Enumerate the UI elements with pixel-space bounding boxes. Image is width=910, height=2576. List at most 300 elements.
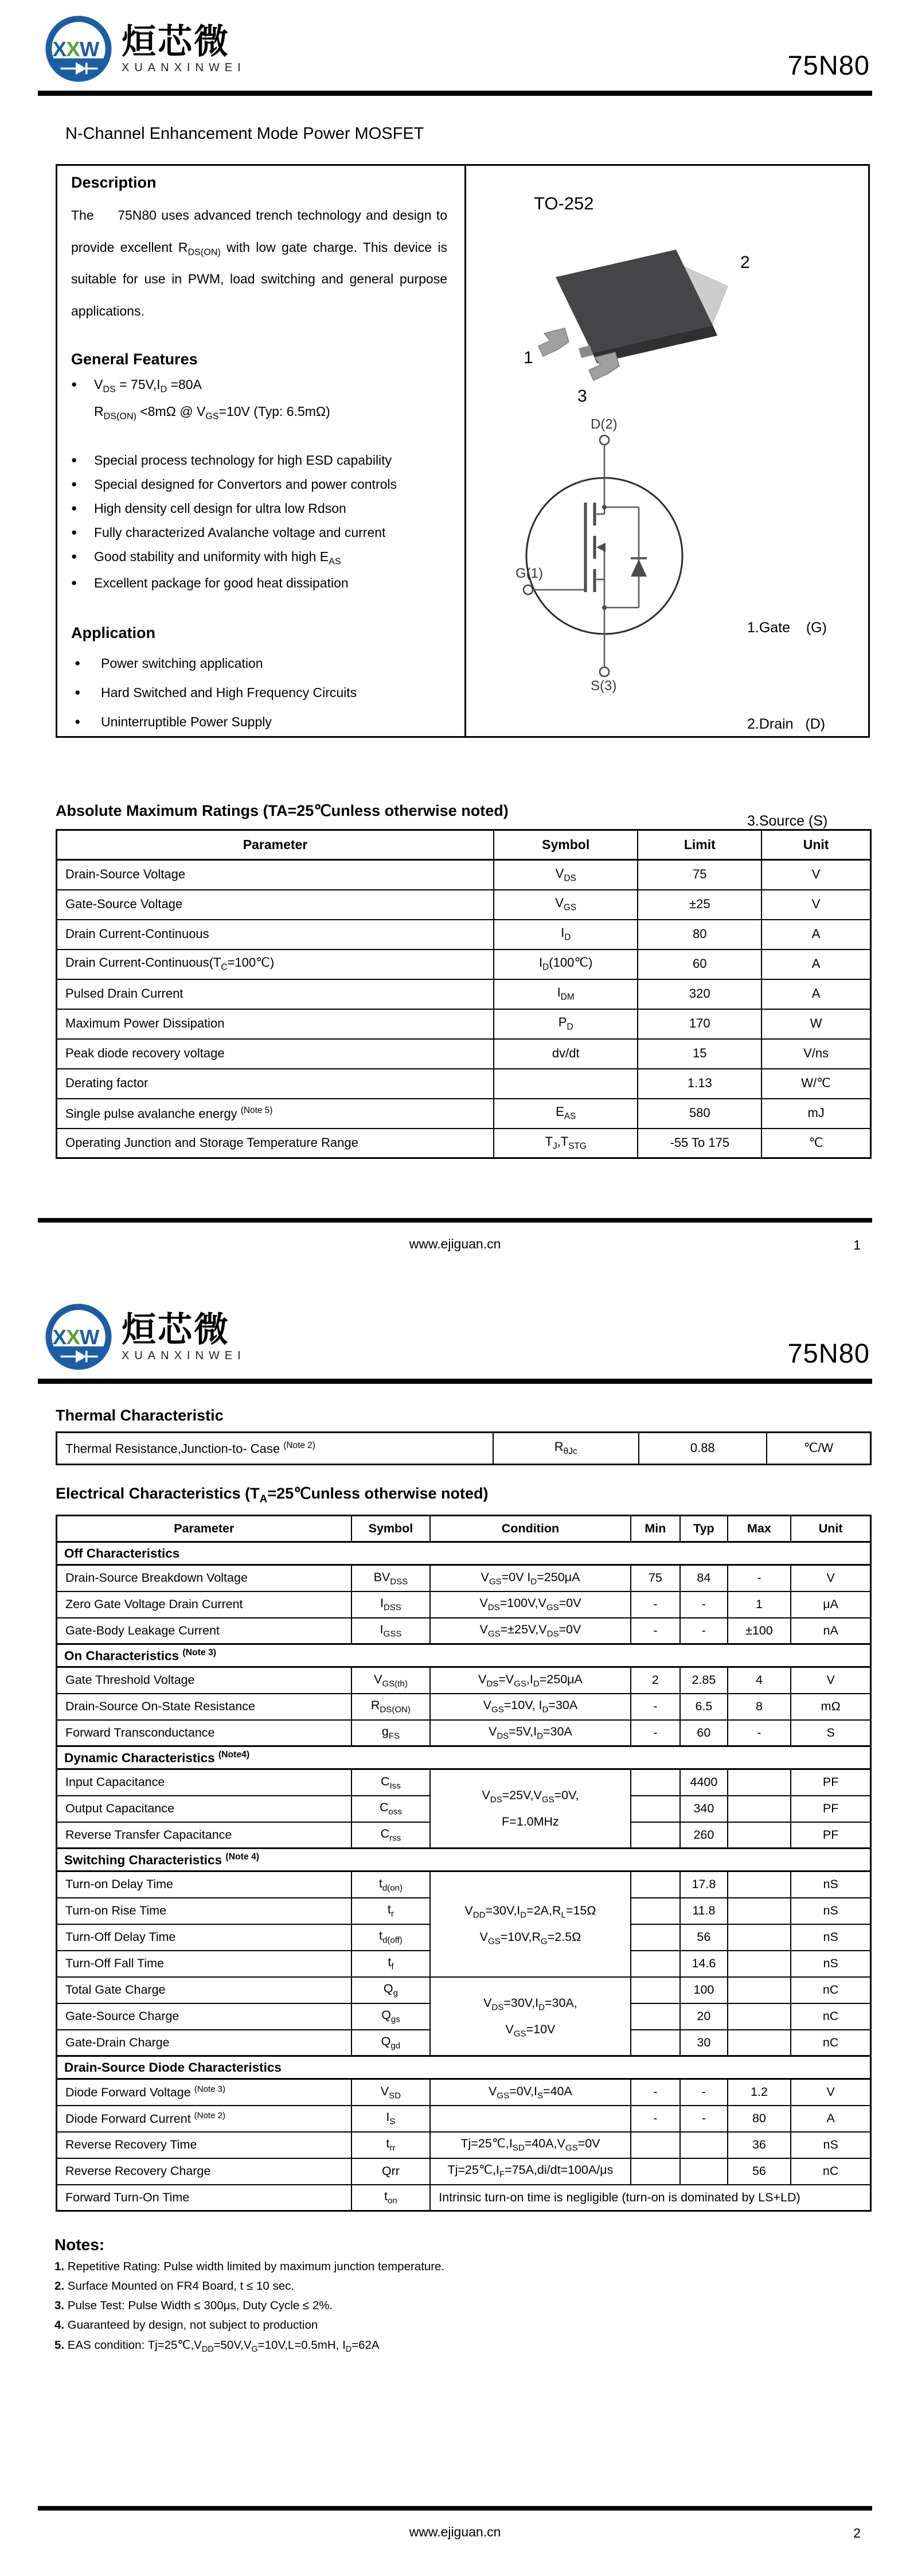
param-cell: Reverse Recovery Charge [57, 2158, 351, 2185]
application-heading: Application [71, 624, 155, 642]
symbol-cell: $E_{AS}$ [494, 1099, 638, 1129]
overview-left-pane [57, 166, 466, 736]
application-item [71, 714, 447, 730]
condition-cell: $V_{DS}=30V,I_D=30A$, $V_{GS}=10V$ [430, 1977, 630, 2056]
bullet-icon: ● [71, 577, 77, 589]
symbol-cell: $BV_{DSS}$ [351, 1565, 431, 1591]
brand-text [122, 24, 246, 75]
symbol-cell: $Q_g$ [351, 1977, 431, 2003]
part-number: 75N80 [787, 50, 870, 80]
param-cell: Input Capacitance [57, 1769, 351, 1796]
symbol-label-gate: G(1) [515, 566, 543, 581]
condition-cell: $Tj=25℃,I_F=75A,di/dt=100A/\mu s$ [430, 2158, 630, 2185]
min-cell: 75 [631, 1565, 681, 1591]
feature-text: Special designed for Convertors and power controls [94, 476, 397, 492]
column-header: Symbol [351, 1516, 431, 1542]
unit-cell: V/ns [761, 1039, 870, 1069]
typ-cell: 11.8 [680, 1898, 727, 1924]
section-row [57, 1542, 871, 1565]
brand-name-cn: 烜芯微 [122, 22, 230, 61]
symbol-cell: $R_{\theta Jc}$ [493, 1433, 639, 1465]
bullet-icon: ● [75, 657, 81, 669]
param-cell: Gate-Source Voltage [57, 890, 494, 920]
symbol-cell: $t_{on}$ [351, 2185, 431, 2211]
symbol-cell: $t_{d(off)}$ [351, 1924, 431, 1951]
typ-cell: 4400 [680, 1769, 727, 1796]
unit-cell: V [791, 2079, 870, 2106]
limit-cell: 80 [638, 920, 761, 950]
min-cell [631, 2158, 681, 2185]
limit-cell: 580 [638, 1099, 761, 1129]
param-cell: Forward Transconductance [57, 1720, 351, 1746]
pin-legend-item: 1.Gate (G) [747, 619, 827, 636]
unit-cell: W [761, 1009, 870, 1039]
feature-text: $R_{DS(ON)} <8m\Omega$ @ $V_{GS}=10V$ (Typ: 6.5mΩ) [94, 404, 330, 422]
features-heading: General Features [71, 350, 198, 368]
section-row [57, 1849, 871, 1871]
unit-cell: μA [791, 1591, 870, 1618]
unit-cell: mJ [761, 1099, 870, 1129]
min-cell [631, 1796, 681, 1822]
description-text: The 75N80 uses advanced trench technology and design to provide excellent $R_{DS(ON)}$ with low gate charge. This device is suitable for use in PWM, load switching and general purpose applications. [71, 208, 447, 318]
table-row [57, 1591, 871, 1618]
bullet-icon: ● [71, 526, 77, 538]
unit-cell: nC [791, 2003, 870, 2030]
feature-item [71, 549, 447, 567]
footer-rule [38, 1218, 872, 1223]
pin-legend [747, 547, 827, 902]
param-cell: Reverse Recovery Time [57, 2132, 351, 2158]
application-text: Hard Switched and High Frequency Circuits [101, 685, 357, 701]
table-row [57, 2132, 871, 2158]
section-title: On Characteristics $^{(Note 3)}$ [57, 1644, 871, 1667]
symbol-cell: Qrr [351, 2158, 431, 2185]
column-header: Condition [430, 1516, 630, 1542]
unit-cell: nC [791, 2158, 870, 2185]
svg-text:W: W [79, 37, 100, 61]
column-header: Min [631, 1516, 681, 1542]
max-cell: 56 [728, 2158, 791, 2185]
table-row [57, 2158, 871, 2185]
typ-cell: - [680, 2106, 727, 2132]
param-cell: Peak diode recovery voltage [57, 1039, 494, 1069]
unit-cell: A [761, 950, 870, 979]
param-cell: Turn-Off Fall Time [57, 1951, 351, 1977]
param-cell: Thermal Resistance,Junction-to- Case $^{(Note 2)}$ [57, 1433, 493, 1465]
unit-cell: A [761, 920, 870, 950]
limit-cell: 320 [638, 979, 761, 1009]
min-cell [631, 1924, 681, 1951]
note-item: 3. Pulse Test: Pulse Width ≤ 300μs, Duty Cycle ≤ 2%. [54, 2299, 333, 2313]
section-title: Drain-Source Diode Characteristics [57, 2056, 871, 2079]
symbol-cell: $Q_{gs}$ [351, 2003, 431, 2030]
table-row [57, 1769, 871, 1796]
unit-cell: PF [791, 1796, 870, 1822]
feature-item [71, 525, 447, 540]
typ-cell: 2.85 [680, 1667, 727, 1694]
brand-logo [45, 15, 246, 83]
condition-cell: $V_{DD}=30V,I_D=2A,R_L=15\Omega$ $V_{GS}=10V,R_G=2.5\Omega$ [430, 1871, 630, 1977]
application-list [71, 656, 447, 730]
unit-cell: nS [791, 1871, 870, 1898]
max-cell [728, 1898, 791, 1924]
mosfet-symbol [515, 418, 693, 694]
package-name: TO-252 [534, 193, 594, 213]
symbol-cell: $C_{rss}$ [351, 1822, 431, 1849]
unit-cell: S [791, 1720, 870, 1746]
param-cell: Reverse Transfer Capacitance [57, 1822, 351, 1849]
min-cell: - [631, 1618, 681, 1644]
header-rule [38, 1379, 872, 1384]
param-cell: Drain Current-Continuous [57, 920, 494, 950]
min-cell [631, 1822, 681, 1849]
min-cell [631, 1977, 681, 2003]
condition-cell: $V_{GS}=10V$, $I_D=30A$ [430, 1694, 630, 1720]
symbol-cell: $I_D(100℃)$ [494, 950, 638, 979]
notes-heading: Notes: [54, 2236, 105, 2254]
typ-cell: 60 [680, 1720, 727, 1746]
symbol-cell: $Q_{gd}$ [351, 2030, 431, 2056]
typ-cell: 260 [680, 1822, 727, 1849]
max-cell [728, 1924, 791, 1951]
part-number: 75N80 [787, 1338, 870, 1368]
section-title: Dynamic Characteristics $^{(Note4)}$ [57, 1746, 871, 1769]
brand-text [122, 1312, 246, 1363]
overview-right-pane [466, 166, 868, 829]
page-number: 1 [853, 1238, 861, 1252]
abs-max-heading: Absolute Maximum Ratings (TA=25℃unless otherwise noted) [56, 802, 509, 819]
footer-rule [38, 2506, 872, 2511]
condition-cell [430, 2106, 630, 2132]
unit-cell: W/℃ [761, 1069, 870, 1099]
symbol-cell: $V_{GS}$ [494, 890, 638, 920]
symbol-cell: $t_{rr}$ [351, 2132, 431, 2158]
feature-text: Good stability and uniformity with high $E_{AS}$ [94, 548, 341, 567]
symbol-cell: $T_J,T_{STG}$ [494, 1129, 638, 1158]
max-cell [728, 1951, 791, 1977]
description-heading: Description [71, 174, 157, 191]
brand-logo-icon [45, 15, 112, 83]
unit-cell: PF [791, 1822, 870, 1849]
column-header: Limit [638, 830, 761, 860]
feature-text: $V_{DS} = 75V,I_D =80A$ [94, 376, 202, 395]
typ-cell: 340 [680, 1796, 727, 1822]
condition-cell: $V_{DS}=100V,V_{GS}=0V$ [430, 1591, 630, 1618]
application-text: Power switching application [101, 656, 263, 671]
unit-cell: nA [791, 1618, 870, 1644]
param-cell: Single pulse avalanche energy $^{(Note 5)}$ [57, 1099, 494, 1129]
section-row [57, 1644, 871, 1667]
doc-title: N-Channel Enhancement Mode Power MOSFET [65, 124, 424, 143]
max-cell [728, 2030, 791, 2056]
max-cell: 4 [728, 1667, 791, 1694]
typ-cell [680, 2132, 727, 2158]
brand-name-en: XUANXINWEI [122, 61, 246, 74]
unit-cell: nC [791, 1977, 870, 2003]
table-row [57, 1694, 871, 1720]
feature-item [71, 501, 447, 516]
typ-cell: 14.6 [680, 1951, 727, 1977]
table-row [57, 1618, 871, 1644]
unit-cell: nS [791, 1898, 870, 1924]
symbol-cell: $I_{DM}$ [494, 979, 638, 1009]
symbol-cell: $t_{d(on)}$ [351, 1871, 431, 1898]
limit-cell: 170 [638, 1009, 761, 1039]
symbol-cell: $g_{FS}$ [351, 1720, 431, 1746]
feature-item [71, 453, 447, 468]
brand-name-cn: 烜芯微 [122, 1310, 230, 1349]
max-cell: - [728, 1720, 791, 1746]
feature-text: Excellent package for good heat dissipation [94, 575, 349, 591]
typ-cell: - [680, 1618, 727, 1644]
bullet-icon: ● [75, 687, 81, 698]
max-cell: 1.2 [728, 2079, 791, 2106]
limit-cell: 75 [638, 860, 761, 890]
footer-url: www.ejiguan.cn [409, 1236, 501, 1251]
table-row [57, 1099, 871, 1129]
typ-cell: 30 [680, 2030, 727, 2056]
symbol-cell: $t_r$ [351, 1898, 431, 1924]
pin-label-3: 3 [577, 387, 587, 406]
param-cell: Drain-Source Voltage [57, 860, 494, 890]
bullet-icon: ● [75, 716, 81, 727]
table-row [57, 2079, 871, 2106]
param-cell: Turn-on Delay Time [57, 1871, 351, 1898]
param-cell: Gate-Body Leakage Current [57, 1618, 351, 1644]
feature-text: High density cell design for ultra low Rdson [94, 500, 346, 516]
min-cell [631, 1898, 681, 1924]
column-header: Symbol [494, 830, 638, 860]
unit-cell: nS [791, 1951, 870, 1977]
unit-cell: V [791, 1565, 870, 1591]
bullet-icon: ● [71, 502, 77, 513]
limit-cell: ±25 [638, 890, 761, 920]
unit-cell: nC [791, 2030, 870, 2056]
brand-logo [45, 1303, 246, 1371]
note-item: 4. Guaranteed by design, not subject to production [54, 2318, 318, 2332]
column-header: Unit [791, 1516, 870, 1542]
table-row [57, 1039, 871, 1069]
brand-logo-icon [45, 1303, 112, 1371]
condition-cell: $V_{GS}=0V,I_S=40A$ [430, 2079, 630, 2106]
min-cell: 2 [631, 1667, 681, 1694]
spacer [71, 422, 447, 444]
symbol-cell: $I_S$ [351, 2106, 431, 2132]
note-item: 1. Repetitive Rating: Pulse width limited by maximum junction temperature. [54, 2260, 445, 2274]
table-row [57, 1667, 871, 1694]
page-header [0, 0, 910, 83]
param-cell: Diode Forward Voltage $^{(Note 3)}$ [57, 2079, 351, 2106]
feature-text: Fully characterized Avalanche voltage and current [94, 524, 386, 540]
typ-cell: - [680, 1591, 727, 1618]
pin-label-1: 1 [524, 348, 533, 367]
feature-text: Special process technology for high ESD capability [94, 452, 392, 468]
symbol-cell: $I_D$ [494, 920, 638, 950]
min-cell [631, 2030, 681, 2056]
min-cell: - [631, 2106, 681, 2132]
param-cell: Gate Threshold Voltage [57, 1667, 351, 1694]
note-cell: Intrinsic turn-on time is negligible (turn-on is dominated by LS+LD) [430, 2185, 870, 2211]
ec-heading: Electrical Characteristics ($T_A=25℃unless$ otherwise noted) [56, 1485, 489, 1505]
symbol-cell: $C_{Iss}$ [351, 1769, 431, 1796]
typ-cell: 100 [680, 1977, 727, 2003]
limit-cell: 15 [638, 1039, 761, 1069]
param-cell: Pulsed Drain Current [57, 979, 494, 1009]
param-cell: Total Gate Charge [57, 1977, 351, 2003]
max-cell [728, 1796, 791, 1822]
feature-item [71, 477, 447, 492]
param-cell: Gate-Drain Charge [57, 2030, 351, 2056]
table-row [57, 920, 871, 950]
typ-cell [680, 2158, 727, 2185]
svg-text:X: X [66, 37, 80, 61]
table-row [57, 2185, 871, 2211]
table-row [57, 1069, 871, 1099]
max-cell [728, 1769, 791, 1796]
table-row [57, 1977, 871, 2003]
thermal-heading: Thermal Characteristic [56, 1407, 224, 1424]
param-cell: Derating factor [57, 1069, 494, 1099]
page-header [0, 1288, 910, 1371]
typ-cell: - [680, 2079, 727, 2106]
application-item [71, 685, 447, 701]
max-cell: ±100 [728, 1618, 791, 1644]
param-cell: Turn-Off Delay Time [57, 1924, 351, 1951]
bullet-icon: ● [71, 378, 77, 390]
page-number: 2 [853, 2526, 861, 2540]
condition-cell: $Tj=25℃,I_{SD}=40A,V_{GS}=0V$ [430, 2132, 630, 2158]
table-row [57, 950, 871, 979]
typ-cell: 56 [680, 1924, 727, 1951]
application-item [71, 656, 447, 671]
table-row [57, 1433, 871, 1465]
max-cell: 8 [728, 1694, 791, 1720]
column-header: Typ [680, 1516, 727, 1542]
pin-legend-item: 2.Drain (D) [747, 716, 826, 733]
unit-cell: ℃/W [767, 1433, 871, 1465]
min-cell [631, 1769, 681, 1796]
typ-cell: 20 [680, 2003, 727, 2030]
symbol-cell: $V_{SD}$ [351, 2079, 431, 2106]
typ-cell: 17.8 [680, 1871, 727, 1898]
max-cell [728, 1977, 791, 2003]
unit-cell: V [761, 890, 870, 920]
limit-cell: -55 To 175 [638, 1129, 761, 1158]
min-cell: - [631, 1591, 681, 1618]
param-cell: Maximum Power Dissipation [57, 1009, 494, 1039]
unit-cell: nS [791, 2132, 870, 2158]
column-header: Max [728, 1516, 791, 1542]
svg-text:X: X [52, 1325, 67, 1349]
svg-text:W: W [79, 1325, 100, 1349]
header-rule [38, 91, 872, 96]
param-cell: Drain Current-$Continuous(T_C=100℃)$ [57, 950, 494, 979]
footer-url: www.ejiguan.cn [409, 2524, 501, 2539]
symbol-cell: $V_{GS(th)}$ [351, 1667, 431, 1694]
param-cell: Output Capacitance [57, 1796, 351, 1822]
ec-table [56, 1515, 872, 2212]
param-cell: Diode Forward Current $^{(Note 2)}$ [57, 2106, 351, 2132]
max-cell [728, 1871, 791, 1898]
unit-cell: A [791, 2106, 870, 2132]
param-cell: Forward Turn-On Time [57, 2185, 351, 2211]
unit-cell: nS [791, 1924, 870, 1951]
condition-cell: $V_{GS}=0V$ $I_D=250\mu A$ [430, 1565, 630, 1591]
symbol-cell: dv/dt [494, 1039, 638, 1069]
symbol-cell: $R_{DS(ON)}$ [351, 1694, 431, 1720]
table-row [57, 1871, 871, 1898]
table-row [57, 1009, 871, 1039]
unit-cell: V [761, 860, 870, 890]
page-footer [38, 2506, 872, 2540]
symbol-cell: $P_D$ [494, 1009, 638, 1039]
max-cell [728, 1822, 791, 1849]
table-row [57, 1720, 871, 1746]
min-cell [631, 1871, 681, 1898]
application-text: Uninterruptible Power Supply [101, 714, 272, 730]
unit-cell: V [791, 1667, 870, 1694]
table-row [57, 979, 871, 1009]
section-row [57, 2056, 871, 2079]
column-header: Parameter [57, 830, 494, 860]
thermal-table [56, 1431, 872, 1465]
condition-cell: $V_{DS}=V_{GS},I_D=250\mu A$ [430, 1667, 630, 1694]
section-title: Switching Characteristics $^{(Note 4)}$ [57, 1849, 871, 1871]
column-header: Unit [761, 830, 870, 860]
param-cell: Gate-Source Charge [57, 2003, 351, 2030]
symbol-cell: $C_{oss}$ [351, 1796, 431, 1822]
param-cell: Operating Junction and Storage Temperature Range [57, 1129, 494, 1158]
max-cell: 36 [728, 2132, 791, 2158]
min-cell [631, 2003, 681, 2030]
unit-cell: A [761, 979, 870, 1009]
feature-item [71, 575, 447, 591]
package-drawing [494, 227, 769, 410]
table-row [57, 2106, 871, 2132]
section-row [57, 1746, 871, 1769]
param-cell: Drain-Source On-State Resistance [57, 1694, 351, 1720]
symbol-cell: $I_{DSS}$ [351, 1591, 431, 1618]
limit-cell: 60 [638, 950, 761, 979]
table-header-row [57, 1516, 871, 1542]
limit-cell: 1.13 [638, 1069, 761, 1099]
brand-name-en: XUANXINWEI [122, 1349, 246, 1362]
max-cell: 80 [728, 2106, 791, 2132]
symbol-cell: $V_{DS}$ [494, 860, 638, 890]
symbol-cell [494, 1069, 638, 1099]
param-cell: Turn-on Rise Time [57, 1898, 351, 1924]
typ-cell: 84 [680, 1565, 727, 1591]
bullet-icon: ● [71, 550, 77, 562]
min-cell [631, 2132, 681, 2158]
condition-cell: $V_{DS}=5V,I_D=30A$ [430, 1720, 630, 1746]
unit-cell: ℃ [761, 1129, 870, 1158]
min-cell: - [631, 1720, 681, 1746]
min-cell [631, 1951, 681, 1977]
symbol-cell: $I_{GSS}$ [351, 1618, 431, 1644]
symbol-label-drain: D(2) [591, 418, 618, 432]
param-cell: Drain-Source Breakdown Voltage [57, 1565, 351, 1591]
condition-cell: $V_{DS}=25V,V_{GS}=0V$, F=1.0MHz [430, 1769, 630, 1849]
pin-label-2: 2 [740, 253, 750, 272]
max-cell: - [728, 1565, 791, 1591]
page-2 [0, 1288, 910, 2576]
column-header: Parameter [57, 1516, 351, 1542]
condition-cell: $V_{GS}=\pm 25V,V_{DS}=0V$ [430, 1618, 630, 1644]
pin-legend-item: 3.Source (S) [747, 813, 828, 829]
bullet-icon: ● [71, 478, 77, 489]
note-item: 5. EAS condition: $Tj=25℃,V_{DD}=50V,V_G=10V,L=0.5mH$, $I_D=62A$ [54, 2338, 380, 2355]
